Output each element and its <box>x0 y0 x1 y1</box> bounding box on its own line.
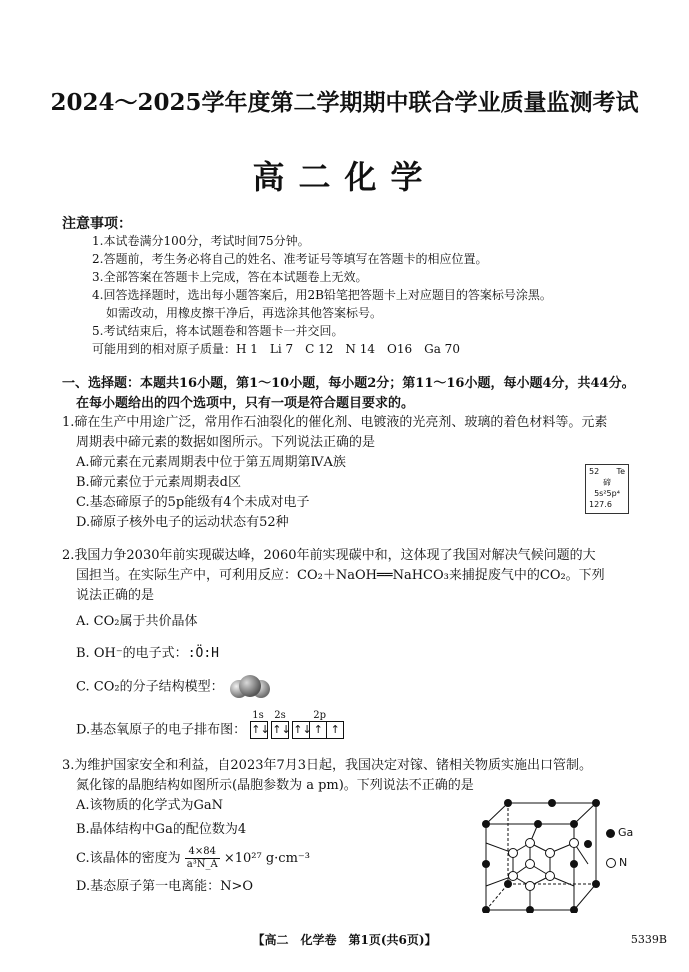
orbital-label-1s: 1s <box>252 710 264 721</box>
question-1-option-b: B.碲元素位于元素周期表d区 <box>76 475 242 490</box>
atomic-masses: 可能用到的相对原子质量：H 1 Li 7 C 12 N 14 O16 Ga 70 <box>92 342 460 356</box>
tellurium-element-card <box>585 464 629 514</box>
notice-item: 如需改动，用橡皮擦干净后，再选涂其他答案标号。 <box>106 306 383 320</box>
notice-item: 3.全部答案在答题卡上完成，答在本试题卷上无效。 <box>92 270 368 284</box>
notice-heading: 注意事项： <box>62 216 132 232</box>
question-2-stem-line1: 2.我国力争2030年前实现碳达峰，2060年前实现碳中和，这体现了我国对解决气候问题的大 <box>62 548 596 563</box>
orbital-1s: ↑↓ <box>250 721 268 739</box>
co2-molecule-model-icon <box>228 674 272 700</box>
question-1-option-a: A.碲元素在元素周期表中位于第五周期第ⅣA族 <box>76 455 346 470</box>
legend-n-label: N <box>619 856 628 869</box>
question-1-option-d: D.碲原子核外电子的运动状态有52种 <box>76 515 289 530</box>
notice-item: 4.回答选择题时，选出每小题答案后，用2B铅笔把答题卡上对应题目的答案标号涂黑。 <box>92 288 552 302</box>
question-3-stem-line2: 氮化镓的晶胞结构如图所示(晶胞参数为 a pm)。下列说法不正确的是 <box>76 778 474 793</box>
question-2-stem-line3: 说法正确的是 <box>76 588 155 603</box>
notice-item: 2.答题前，考生务必将自己的姓名、准考证号等填写在答题卡的相应位置。 <box>92 252 488 266</box>
element-config: 5s²5p⁴ <box>594 489 620 498</box>
density-numerator: 4×84 <box>185 846 220 859</box>
orbital-2p-z: ↑ <box>326 721 344 739</box>
question-3-stem-line1: 3.为维护国家安全和利益，自2023年7月3日起，我国决定对镓、锗相关物质实施出口管制。 <box>62 758 593 773</box>
element-symbol: Te <box>616 467 625 476</box>
question-1-stem <box>62 413 632 453</box>
question-3-option-c-label: C.该晶体的密度为 <box>76 851 181 866</box>
paper-code: 5339B <box>630 933 667 946</box>
element-name: 碲 <box>603 478 611 487</box>
question-2-option-d <box>62 710 632 741</box>
question-1-stem-line2: 周期表中碲元素的数据如图所示。下列说法正确的是 <box>76 435 376 450</box>
question-2-option-d-label: D.基态氧原子的电子排布图： <box>76 722 247 738</box>
legend-ga <box>606 826 633 839</box>
question-3-stem <box>62 756 632 796</box>
notice-item: 1.本试卷满分100分，考试时间75分钟。 <box>92 234 310 248</box>
question-2-option-b-label: B. OH⁻的电子式： <box>76 646 188 661</box>
orbital-boxes <box>250 721 343 739</box>
density-unit: ×10²⁷ g·cm⁻³ <box>223 851 310 866</box>
page-footer: 【高二 化学卷 第1页(共6页)】 <box>252 933 437 947</box>
exam-title: 2024～2025学年度第二学期期中联合学业质量监测考试 <box>50 89 639 116</box>
hollow-circle-icon <box>606 858 616 868</box>
orbital-label-2p: 2p <box>313 710 326 721</box>
question-3-option-d: D.基态原子第一电离能：N>O <box>76 879 254 894</box>
hydroxide-electron-formula: :Ö:H <box>187 646 219 661</box>
question-3-option-a: A.该物质的化学式为GaN <box>76 798 224 813</box>
density-denominator: a³N_A <box>186 859 218 870</box>
density-fraction <box>185 846 220 871</box>
subject-title: 高二化学 <box>252 158 437 196</box>
oxygen-orbital-diagram <box>250 710 343 740</box>
question-2-option-a: A. CO₂属于共价晶体 <box>76 614 198 629</box>
question-2-stem <box>62 546 632 606</box>
question-2-option-b <box>62 644 632 664</box>
orbital-2p-x: ↑↓ <box>292 721 310 739</box>
legend-n <box>606 856 627 869</box>
section-header-line1: 一、选择题：本题共16小题，第1～10小题，每小题2分；第11～16小题，每小题4分，共44分。 <box>62 376 635 391</box>
question-2-stem-line2: 国担当。在实际生产中，可利用反应：CO₂＋NaOH══NaHCO₃来捕捉废气中的CO₂。下列 <box>76 568 605 583</box>
orbital-2p-y: ↑ <box>309 721 327 739</box>
question-1 <box>62 413 632 533</box>
element-mass: 127.6 <box>589 500 612 509</box>
question-2-option-c-label: C. CO₂的分子结构模型： <box>76 679 224 695</box>
orbital-label-2s: 2s <box>274 710 286 721</box>
question-2 <box>62 546 632 741</box>
question-2-option-c <box>62 674 632 700</box>
legend-ga-label: Ga <box>618 826 634 839</box>
question-1-stem-line1: 1.碲在生产中用途广泛，常用作石油裂化的催化剂、电镀液的光亮剂、玻璃的着色材料等。元素 <box>62 415 608 430</box>
notice-list <box>92 232 652 358</box>
element-atomic-number: 52 <box>589 467 600 476</box>
orbital-2s: ↑↓ <box>271 721 289 739</box>
filled-circle-icon <box>606 829 615 838</box>
notice-item: 5.考试结束后，将本试题卷和答题卡一并交回。 <box>92 324 344 338</box>
question-3-option-b: B.晶体结构中Ga的配位数为4 <box>76 822 247 837</box>
section-header-line2: 在每小题给出的四个选项中，只有一项是符合题目要求的。 <box>76 396 415 411</box>
question-1-option-c: C.基态碲原子的5p能级有4个未成对电子 <box>76 495 310 510</box>
section-header <box>62 374 642 414</box>
